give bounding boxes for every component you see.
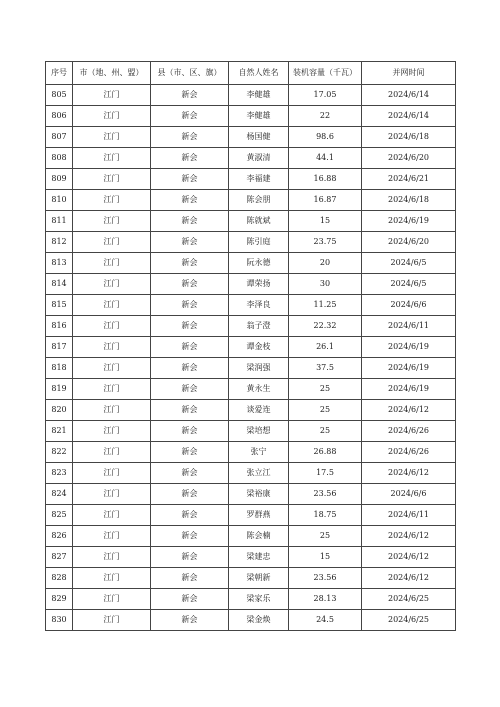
cell-date: 2024/6/25 — [362, 589, 456, 610]
table-row — [46, 253, 456, 274]
cell-county: 新会 — [151, 421, 229, 442]
cell-date: 2024/6/6 — [362, 484, 456, 505]
cell-city: 江门 — [73, 253, 151, 274]
cell-name: 陈引庭 — [229, 232, 289, 253]
cell-county: 新会 — [151, 127, 229, 148]
cell-date: 2024/6/12 — [362, 568, 456, 589]
header-row — [46, 62, 456, 85]
cell-city: 江门 — [73, 106, 151, 127]
cell-date: 2024/6/14 — [362, 85, 456, 106]
cell-name: 谭荣扬 — [229, 274, 289, 295]
cell-seq: 821 — [46, 421, 73, 442]
cell-capacity: 25 — [289, 379, 362, 400]
cell-city: 江门 — [73, 400, 151, 421]
table-row — [46, 484, 456, 505]
cell-date: 2024/6/12 — [362, 526, 456, 547]
table-row — [46, 169, 456, 190]
cell-county: 新会 — [151, 610, 229, 631]
cell-county: 新会 — [151, 316, 229, 337]
cell-capacity: 20 — [289, 253, 362, 274]
cell-name: 谈爱连 — [229, 400, 289, 421]
cell-name: 阮永德 — [229, 253, 289, 274]
cell-capacity: 15 — [289, 211, 362, 232]
cell-capacity: 37.5 — [289, 358, 362, 379]
cell-seq: 811 — [46, 211, 73, 232]
cell-name: 李泽良 — [229, 295, 289, 316]
cell-capacity: 25 — [289, 421, 362, 442]
cell-capacity: 26.88 — [289, 442, 362, 463]
cell-seq: 816 — [46, 316, 73, 337]
cell-name: 李福建 — [229, 169, 289, 190]
cell-city: 江门 — [73, 85, 151, 106]
cell-county: 新会 — [151, 85, 229, 106]
cell-capacity: 30 — [289, 274, 362, 295]
cell-county: 新会 — [151, 211, 229, 232]
cell-seq: 805 — [46, 85, 73, 106]
cell-seq: 817 — [46, 337, 73, 358]
cell-city: 江门 — [73, 463, 151, 484]
cell-capacity: 28.13 — [289, 589, 362, 610]
cell-capacity: 18.75 — [289, 505, 362, 526]
cell-seq: 829 — [46, 589, 73, 610]
cell-county: 新会 — [151, 526, 229, 547]
header-name: 自然人姓名 — [229, 62, 289, 85]
cell-name: 罗群燕 — [229, 505, 289, 526]
table-header — [46, 62, 456, 85]
cell-city: 江门 — [73, 337, 151, 358]
cell-seq: 813 — [46, 253, 73, 274]
cell-city: 江门 — [73, 484, 151, 505]
cell-date: 2024/6/19 — [362, 358, 456, 379]
cell-name: 张宁 — [229, 442, 289, 463]
cell-county: 新会 — [151, 442, 229, 463]
cell-county: 新会 — [151, 484, 229, 505]
cell-date: 2024/6/19 — [362, 337, 456, 358]
table-row — [46, 127, 456, 148]
cell-city: 江门 — [73, 190, 151, 211]
header-date: 并网时间 — [362, 62, 456, 85]
cell-county: 新会 — [151, 148, 229, 169]
cell-name: 梁朝新 — [229, 568, 289, 589]
table-row — [46, 85, 456, 106]
cell-seq: 806 — [46, 106, 73, 127]
cell-county: 新会 — [151, 589, 229, 610]
cell-capacity: 25 — [289, 526, 362, 547]
cell-city: 江门 — [73, 442, 151, 463]
cell-seq: 824 — [46, 484, 73, 505]
cell-date: 2024/6/19 — [362, 211, 456, 232]
cell-city: 江门 — [73, 316, 151, 337]
cell-name: 黄永生 — [229, 379, 289, 400]
table-row — [46, 526, 456, 547]
cell-date: 2024/6/14 — [362, 106, 456, 127]
cell-date: 2024/6/20 — [362, 148, 456, 169]
cell-city: 江门 — [73, 169, 151, 190]
cell-county: 新会 — [151, 106, 229, 127]
cell-seq: 825 — [46, 505, 73, 526]
cell-county: 新会 — [151, 568, 229, 589]
cell-city: 江门 — [73, 526, 151, 547]
cell-name: 梁家乐 — [229, 589, 289, 610]
cell-date: 2024/6/26 — [362, 421, 456, 442]
cell-date: 2024/6/18 — [362, 190, 456, 211]
table-row — [46, 211, 456, 232]
cell-seq: 827 — [46, 547, 73, 568]
cell-name: 李健雄 — [229, 106, 289, 127]
cell-name: 翁子澄 — [229, 316, 289, 337]
cell-capacity: 26.1 — [289, 337, 362, 358]
cell-seq: 819 — [46, 379, 73, 400]
cell-capacity: 23.75 — [289, 232, 362, 253]
cell-capacity: 22 — [289, 106, 362, 127]
cell-city: 江门 — [73, 568, 151, 589]
cell-capacity: 24.5 — [289, 610, 362, 631]
cell-county: 新会 — [151, 337, 229, 358]
table-row — [46, 148, 456, 169]
table-row — [46, 232, 456, 253]
cell-county: 新会 — [151, 400, 229, 421]
cell-capacity: 44.1 — [289, 148, 362, 169]
cell-city: 江门 — [73, 358, 151, 379]
cell-capacity: 98.6 — [289, 127, 362, 148]
cell-name: 李健雄 — [229, 85, 289, 106]
cell-date: 2024/6/6 — [362, 295, 456, 316]
cell-city: 江门 — [73, 148, 151, 169]
cell-capacity: 15 — [289, 547, 362, 568]
cell-date: 2024/6/12 — [362, 547, 456, 568]
pv-grid-connection-table — [45, 61, 456, 631]
table-row — [46, 547, 456, 568]
table-row — [46, 442, 456, 463]
table-row — [46, 568, 456, 589]
cell-county: 新会 — [151, 253, 229, 274]
table-body — [46, 85, 456, 631]
cell-seq: 815 — [46, 295, 73, 316]
table-row — [46, 505, 456, 526]
cell-name: 梁裕康 — [229, 484, 289, 505]
cell-city: 江门 — [73, 232, 151, 253]
table-row — [46, 337, 456, 358]
cell-capacity: 25 — [289, 400, 362, 421]
cell-seq: 828 — [46, 568, 73, 589]
cell-name: 杨国健 — [229, 127, 289, 148]
cell-name: 梁金焕 — [229, 610, 289, 631]
cell-date: 2024/6/21 — [362, 169, 456, 190]
cell-date: 2024/6/20 — [362, 232, 456, 253]
cell-name: 梁建忠 — [229, 547, 289, 568]
cell-date: 2024/6/12 — [362, 463, 456, 484]
cell-county: 新会 — [151, 358, 229, 379]
cell-date: 2024/6/19 — [362, 379, 456, 400]
cell-seq: 807 — [46, 127, 73, 148]
table-row — [46, 295, 456, 316]
cell-city: 江门 — [73, 610, 151, 631]
cell-capacity: 22.32 — [289, 316, 362, 337]
cell-name: 张立江 — [229, 463, 289, 484]
table-row — [46, 358, 456, 379]
cell-county: 新会 — [151, 274, 229, 295]
cell-seq: 818 — [46, 358, 73, 379]
cell-seq: 808 — [46, 148, 73, 169]
cell-date: 2024/6/5 — [362, 274, 456, 295]
cell-county: 新会 — [151, 547, 229, 568]
cell-city: 江门 — [73, 421, 151, 442]
cell-name: 梁培想 — [229, 421, 289, 442]
header-capacity: 装机容量（千瓦） — [289, 62, 362, 85]
cell-seq: 814 — [46, 274, 73, 295]
table-row — [46, 463, 456, 484]
cell-seq: 809 — [46, 169, 73, 190]
cell-city: 江门 — [73, 295, 151, 316]
cell-city: 江门 — [73, 127, 151, 148]
cell-capacity: 17.05 — [289, 85, 362, 106]
cell-capacity: 11.25 — [289, 295, 362, 316]
cell-seq: 826 — [46, 526, 73, 547]
cell-date: 2024/6/11 — [362, 316, 456, 337]
cell-county: 新会 — [151, 169, 229, 190]
cell-county: 新会 — [151, 463, 229, 484]
cell-name: 黄淑清 — [229, 148, 289, 169]
cell-capacity: 23.56 — [289, 568, 362, 589]
cell-capacity: 16.88 — [289, 169, 362, 190]
cell-capacity: 17.5 — [289, 463, 362, 484]
cell-city: 江门 — [73, 274, 151, 295]
table-row — [46, 274, 456, 295]
cell-name: 梁润强 — [229, 358, 289, 379]
header-seq: 序号 — [46, 62, 73, 85]
cell-date: 2024/6/11 — [362, 505, 456, 526]
cell-seq: 820 — [46, 400, 73, 421]
cell-city: 江门 — [73, 589, 151, 610]
table-row — [46, 589, 456, 610]
cell-county: 新会 — [151, 379, 229, 400]
cell-name: 谭金枝 — [229, 337, 289, 358]
cell-seq: 830 — [46, 610, 73, 631]
cell-capacity: 23.56 — [289, 484, 362, 505]
cell-county: 新会 — [151, 505, 229, 526]
table-row — [46, 316, 456, 337]
cell-date: 2024/6/18 — [362, 127, 456, 148]
header-county: 县（市、区、旗） — [151, 62, 229, 85]
cell-city: 江门 — [73, 379, 151, 400]
cell-seq: 823 — [46, 463, 73, 484]
cell-date: 2024/6/26 — [362, 442, 456, 463]
cell-capacity: 16.87 — [289, 190, 362, 211]
table-row — [46, 400, 456, 421]
table-row — [46, 610, 456, 631]
table-row — [46, 421, 456, 442]
cell-city: 江门 — [73, 547, 151, 568]
cell-name: 陈会楠 — [229, 526, 289, 547]
cell-name: 陈就斌 — [229, 211, 289, 232]
cell-date: 2024/6/12 — [362, 400, 456, 421]
cell-county: 新会 — [151, 295, 229, 316]
cell-seq: 822 — [46, 442, 73, 463]
cell-date: 2024/6/5 — [362, 253, 456, 274]
cell-seq: 812 — [46, 232, 73, 253]
table-row — [46, 379, 456, 400]
table-row — [46, 106, 456, 127]
cell-date: 2024/6/25 — [362, 610, 456, 631]
cell-seq: 810 — [46, 190, 73, 211]
cell-city: 江门 — [73, 211, 151, 232]
cell-name: 陈会朋 — [229, 190, 289, 211]
document-page — [45, 61, 455, 631]
cell-county: 新会 — [151, 190, 229, 211]
header-city: 市（地、州、盟） — [73, 62, 151, 85]
cell-city: 江门 — [73, 505, 151, 526]
table-row — [46, 190, 456, 211]
cell-county: 新会 — [151, 232, 229, 253]
